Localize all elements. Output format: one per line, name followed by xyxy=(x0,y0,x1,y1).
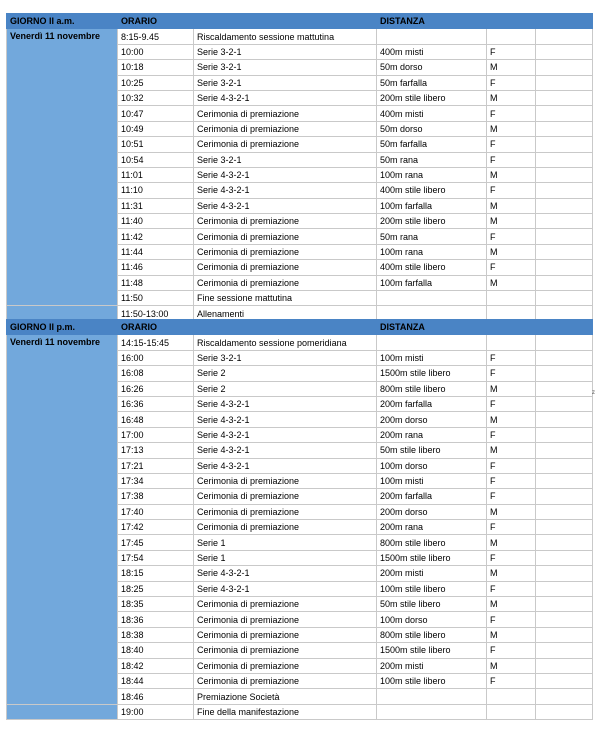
distance-header: DISTANZA xyxy=(377,320,487,335)
time-header: ORARIO xyxy=(118,14,194,29)
session-date: Venerdì 11 novembre xyxy=(7,335,118,704)
time-cell: 10:51 xyxy=(118,137,194,152)
time-cell: 11:50 xyxy=(118,291,194,306)
gender-cell xyxy=(487,689,536,704)
distance-cell: 50m rana xyxy=(377,152,487,167)
gender-cell: F xyxy=(487,137,536,152)
time-cell: 11:10 xyxy=(118,183,194,198)
event-cell: Serie 1 xyxy=(194,535,377,550)
gender-cell: F xyxy=(487,489,536,504)
distance-cell xyxy=(377,689,487,704)
gender-cell: M xyxy=(487,566,536,581)
distance-cell: 200m misti xyxy=(377,658,487,673)
event-cell: Premiazione Società xyxy=(194,689,377,704)
extra-cell xyxy=(536,504,593,519)
extra-cell xyxy=(536,689,593,704)
time-cell: 11:42 xyxy=(118,229,194,244)
distance-cell: 100m misti xyxy=(377,473,487,488)
time-cell: 18:38 xyxy=(118,627,194,642)
event-cell: Serie 4-3-2-1 xyxy=(194,396,377,411)
time-cell: 17:13 xyxy=(118,443,194,458)
extra-cell xyxy=(536,44,593,59)
extra-cell xyxy=(536,535,593,550)
time-cell: 18:35 xyxy=(118,597,194,612)
gender-cell: F xyxy=(487,106,536,121)
extra-header xyxy=(536,14,593,29)
time-cell: 8:15-9.45 xyxy=(118,29,194,44)
gender-cell: F xyxy=(487,520,536,535)
gender-cell: M xyxy=(487,198,536,213)
gender-cell: M xyxy=(487,167,536,182)
event-header xyxy=(194,320,377,335)
event-cell: Serie 4-3-2-1 xyxy=(194,458,377,473)
extra-cell xyxy=(536,627,593,642)
event-cell: Cerimonia di premiazione xyxy=(194,473,377,488)
time-cell: 11:50-13:00 xyxy=(118,306,194,321)
distance-cell: 50m stile libero xyxy=(377,597,487,612)
gender-cell xyxy=(487,291,536,306)
gender-cell xyxy=(487,335,536,350)
event-cell: Cerimonia di premiazione xyxy=(194,260,377,275)
event-cell: Cerimonia di premiazione xyxy=(194,627,377,642)
gender-cell: M xyxy=(487,627,536,642)
event-cell: Serie 4-3-2-1 xyxy=(194,443,377,458)
event-cell: Cerimonia di premiazione xyxy=(194,597,377,612)
gender-cell: F xyxy=(487,673,536,688)
time-cell: 10:47 xyxy=(118,106,194,121)
time-cell: 16:00 xyxy=(118,350,194,365)
gender-cell: F xyxy=(487,581,536,596)
time-cell: 17:34 xyxy=(118,473,194,488)
distance-cell: 200m stile libero xyxy=(377,214,487,229)
event-cell: Riscaldamento sessione pomeridiana xyxy=(194,335,377,350)
gender-cell: F xyxy=(487,183,536,198)
distance-cell: 400m stile libero xyxy=(377,260,487,275)
extra-cell xyxy=(536,520,593,535)
extra-cell xyxy=(536,566,593,581)
time-cell: 18:25 xyxy=(118,581,194,596)
extra-cell xyxy=(536,260,593,275)
time-cell: 16:36 xyxy=(118,396,194,411)
extra-cell xyxy=(536,396,593,411)
extra-cell xyxy=(536,75,593,90)
event-cell: Cerimonia di premiazione xyxy=(194,520,377,535)
distance-cell: 50m farfalla xyxy=(377,137,487,152)
extra-cell xyxy=(536,443,593,458)
distance-cell: 50m dorso xyxy=(377,121,487,136)
event-cell: Cerimonia di premiazione xyxy=(194,504,377,519)
event-cell: Serie 4-3-2-1 xyxy=(194,198,377,213)
time-cell: 17:42 xyxy=(118,520,194,535)
event-cell: Cerimonia di premiazione xyxy=(194,214,377,229)
table-row xyxy=(7,704,593,719)
gender-cell: F xyxy=(487,458,536,473)
afternoon-session-table xyxy=(6,319,593,720)
distance-cell: 800m stile libero xyxy=(377,381,487,396)
gender-cell: M xyxy=(487,275,536,290)
distance-cell: 1500m stile libero xyxy=(377,643,487,658)
extra-cell xyxy=(536,381,593,396)
time-cell: 10:32 xyxy=(118,90,194,105)
distance-cell: 100m farfalla xyxy=(377,198,487,213)
gender-cell xyxy=(487,29,536,44)
distance-cell: 200m rana xyxy=(377,427,487,442)
extra-cell xyxy=(536,597,593,612)
time-cell: 11:46 xyxy=(118,260,194,275)
time-cell: 10:49 xyxy=(118,121,194,136)
event-cell: Serie 4-3-2-1 xyxy=(194,90,377,105)
event-cell: Cerimonia di premiazione xyxy=(194,275,377,290)
gender-cell: M xyxy=(487,214,536,229)
event-cell: Cerimonia di premiazione xyxy=(194,658,377,673)
event-cell: Serie 3-2-1 xyxy=(194,44,377,59)
extra-cell xyxy=(536,366,593,381)
time-cell: 19:00 xyxy=(118,704,194,719)
day-label: GIORNO II a.m. xyxy=(7,14,118,29)
distance-cell: 800m stile libero xyxy=(377,627,487,642)
extra-header xyxy=(536,320,593,335)
gender-cell: F xyxy=(487,44,536,59)
extra-cell xyxy=(536,106,593,121)
time-cell: 18:36 xyxy=(118,612,194,627)
extra-cell xyxy=(536,275,593,290)
extra-cell xyxy=(536,489,593,504)
gender-cell: F xyxy=(487,366,536,381)
gender-cell: M xyxy=(487,60,536,75)
extra-cell xyxy=(536,643,593,658)
gender-cell: F xyxy=(487,350,536,365)
extra-cell xyxy=(536,198,593,213)
time-cell: 16:08 xyxy=(118,366,194,381)
gender-cell: F xyxy=(487,550,536,565)
distance-cell xyxy=(377,704,487,719)
time-cell: 11:44 xyxy=(118,244,194,259)
extra-cell xyxy=(536,427,593,442)
gender-cell: F xyxy=(487,229,536,244)
extra-cell xyxy=(536,458,593,473)
time-header: ORARIO xyxy=(118,320,194,335)
time-cell: 17:38 xyxy=(118,489,194,504)
event-cell: Serie 1 xyxy=(194,550,377,565)
time-cell: 16:48 xyxy=(118,412,194,427)
gender-cell: M xyxy=(487,121,536,136)
event-header xyxy=(194,14,377,29)
event-cell: Serie 3-2-1 xyxy=(194,350,377,365)
extra-cell xyxy=(536,350,593,365)
distance-cell: 400m misti xyxy=(377,44,487,59)
table-row xyxy=(7,335,593,350)
time-cell: 10:54 xyxy=(118,152,194,167)
time-cell: 17:00 xyxy=(118,427,194,442)
extra-cell xyxy=(536,658,593,673)
event-cell: Serie 4-3-2-1 xyxy=(194,566,377,581)
distance-cell: 200m misti xyxy=(377,566,487,581)
gender-cell: F xyxy=(487,260,536,275)
distance-cell: 200m farfalla xyxy=(377,396,487,411)
event-cell: Cerimonia di premiazione xyxy=(194,121,377,136)
event-cell: Serie 3-2-1 xyxy=(194,60,377,75)
time-cell: 11:31 xyxy=(118,198,194,213)
extra-cell xyxy=(536,183,593,198)
time-cell: 18:44 xyxy=(118,673,194,688)
distance-cell: 100m dorso xyxy=(377,612,487,627)
event-cell: Cerimonia di premiazione xyxy=(194,244,377,259)
time-cell: 10:00 xyxy=(118,44,194,59)
gender-cell: M xyxy=(487,244,536,259)
gender-cell: M xyxy=(487,412,536,427)
distance-cell: 100m dorso xyxy=(377,458,487,473)
event-cell: Cerimonia di premiazione xyxy=(194,489,377,504)
event-cell: Riscaldamento sessione mattutina xyxy=(194,29,377,44)
distance-cell: 100m rana xyxy=(377,244,487,259)
extra-cell xyxy=(536,550,593,565)
time-cell: 18:15 xyxy=(118,566,194,581)
distance-cell: 200m dorso xyxy=(377,504,487,519)
event-cell: Allenamenti xyxy=(194,306,377,321)
distance-cell: 1500m stile libero xyxy=(377,550,487,565)
time-cell: 10:25 xyxy=(118,75,194,90)
morning-session-table xyxy=(6,13,593,322)
extra-cell xyxy=(536,121,593,136)
time-cell: 17:40 xyxy=(118,504,194,519)
event-cell: Cerimonia di premiazione xyxy=(194,106,377,121)
time-cell: 14:15-15:45 xyxy=(118,335,194,350)
gender-cell: M xyxy=(487,658,536,673)
event-cell: Fine della manifestazione xyxy=(194,704,377,719)
gender-cell: F xyxy=(487,152,536,167)
gender-cell xyxy=(487,704,536,719)
extra-cell xyxy=(536,473,593,488)
gender-cell: M xyxy=(487,535,536,550)
event-cell: Serie 2 xyxy=(194,366,377,381)
extra-cell xyxy=(536,612,593,627)
distance-cell: 400m misti xyxy=(377,106,487,121)
event-cell: Cerimonia di premiazione xyxy=(194,137,377,152)
distance-cell: 1500m stile libero xyxy=(377,366,487,381)
time-cell: 10:18 xyxy=(118,60,194,75)
margin-mark: z xyxy=(592,390,595,396)
gender-cell: M xyxy=(487,504,536,519)
header-row xyxy=(7,320,593,335)
distance-cell: 50m dorso xyxy=(377,60,487,75)
extra-cell xyxy=(536,244,593,259)
distance-cell: 50m farfalla xyxy=(377,75,487,90)
gender-cell: F xyxy=(487,643,536,658)
time-cell: 18:40 xyxy=(118,643,194,658)
distance-cell xyxy=(377,335,487,350)
event-cell: Cerimonia di premiazione xyxy=(194,643,377,658)
time-cell: 17:45 xyxy=(118,535,194,550)
distance-cell: 50m stile libero xyxy=(377,443,487,458)
distance-cell: 100m misti xyxy=(377,350,487,365)
distance-cell: 200m stile libero xyxy=(377,90,487,105)
event-cell: Serie 2 xyxy=(194,381,377,396)
event-cell: Cerimonia di premiazione xyxy=(194,229,377,244)
gender-header xyxy=(487,14,536,29)
day-label: GIORNO II p.m. xyxy=(7,320,118,335)
event-cell: Serie 4-3-2-1 xyxy=(194,412,377,427)
distance-cell: 100m rana xyxy=(377,167,487,182)
time-cell: 18:46 xyxy=(118,689,194,704)
time-cell: 11:01 xyxy=(118,167,194,182)
event-cell: Serie 3-2-1 xyxy=(194,75,377,90)
time-cell: 17:21 xyxy=(118,458,194,473)
time-cell: 16:26 xyxy=(118,381,194,396)
distance-cell: 200m dorso xyxy=(377,412,487,427)
distance-cell: 200m rana xyxy=(377,520,487,535)
extra-cell xyxy=(536,167,593,182)
table-row xyxy=(7,29,593,44)
time-cell: 17:54 xyxy=(118,550,194,565)
distance-cell: 400m stile libero xyxy=(377,183,487,198)
event-cell: Serie 4-3-2-1 xyxy=(194,167,377,182)
time-cell: 18:42 xyxy=(118,658,194,673)
gender-cell: F xyxy=(487,75,536,90)
event-cell: Serie 3-2-1 xyxy=(194,152,377,167)
distance-cell: 800m stile libero xyxy=(377,535,487,550)
time-cell: 11:40 xyxy=(118,214,194,229)
event-cell: Cerimonia di premiazione xyxy=(194,612,377,627)
event-cell: Serie 4-3-2-1 xyxy=(194,427,377,442)
extra-cell xyxy=(536,412,593,427)
distance-cell xyxy=(377,29,487,44)
distance-cell: 100m stile libero xyxy=(377,581,487,596)
distance-cell: 100m stile libero xyxy=(377,673,487,688)
gender-cell: F xyxy=(487,396,536,411)
extra-cell xyxy=(536,335,593,350)
extra-cell xyxy=(536,152,593,167)
event-cell: Fine sessione mattutina xyxy=(194,291,377,306)
header-row xyxy=(7,14,593,29)
distance-cell xyxy=(377,291,487,306)
distance-cell: 200m farfalla xyxy=(377,489,487,504)
extra-cell xyxy=(536,90,593,105)
event-cell: Cerimonia di premiazione xyxy=(194,673,377,688)
distance-cell: 50m rana xyxy=(377,229,487,244)
event-cell: Serie 4-3-2-1 xyxy=(194,183,377,198)
extra-cell xyxy=(536,29,593,44)
gender-cell: M xyxy=(487,443,536,458)
gender-cell: F xyxy=(487,473,536,488)
extra-cell xyxy=(536,60,593,75)
gender-cell: F xyxy=(487,612,536,627)
time-cell: 11:48 xyxy=(118,275,194,290)
gender-cell: M xyxy=(487,597,536,612)
extra-cell xyxy=(536,673,593,688)
gender-cell: M xyxy=(487,90,536,105)
event-cell: Serie 4-3-2-1 xyxy=(194,581,377,596)
session-date: Venerdì 11 novembre xyxy=(7,29,118,306)
extra-cell xyxy=(536,291,593,306)
extra-cell xyxy=(536,229,593,244)
extra-cell xyxy=(536,137,593,152)
extra-cell xyxy=(536,581,593,596)
extra-cell xyxy=(536,214,593,229)
gender-cell: F xyxy=(487,427,536,442)
distance-header: DISTANZA xyxy=(377,14,487,29)
distance-cell: 100m farfalla xyxy=(377,275,487,290)
extra-cell xyxy=(536,704,593,719)
gender-cell: M xyxy=(487,381,536,396)
gender-header xyxy=(487,320,536,335)
day-column-cell xyxy=(7,704,118,719)
